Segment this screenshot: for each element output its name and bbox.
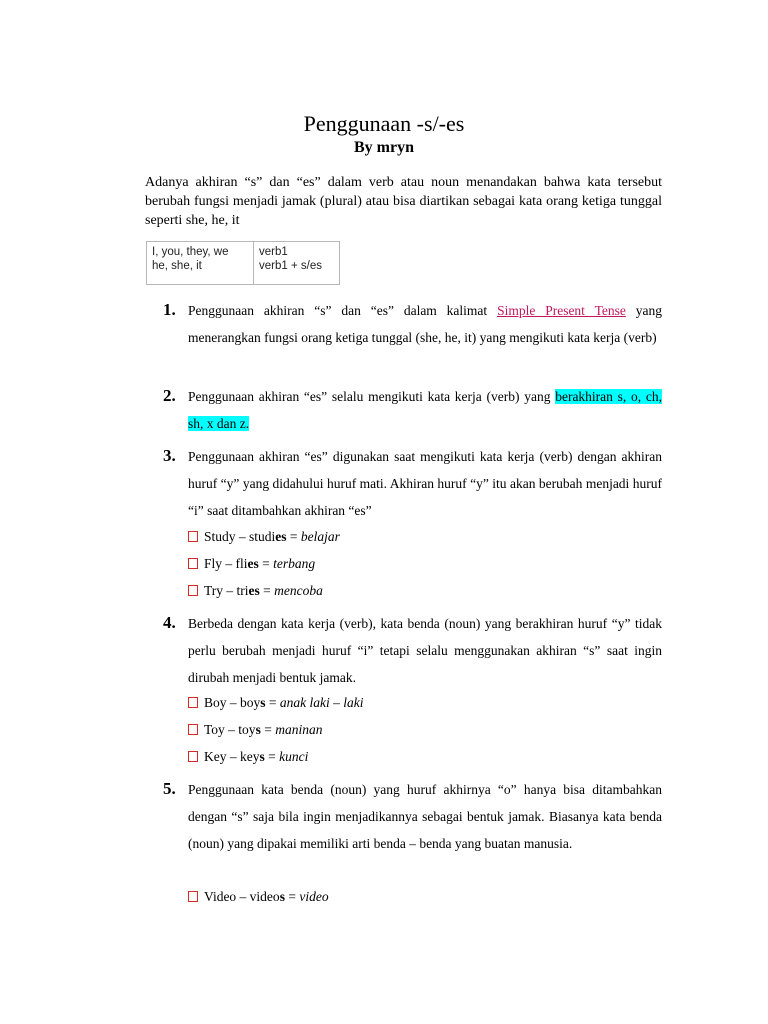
example-base: Study – studi xyxy=(204,529,276,544)
checkbox-bullet-icon xyxy=(188,585,198,596)
example-equals: = xyxy=(265,695,280,710)
example-equals: = xyxy=(264,749,280,764)
table-cell-verbs xyxy=(254,242,340,285)
example-meaning: video xyxy=(299,889,329,904)
highlighted-text: berakhiran s, o, ch, sh, x dan z. xyxy=(188,389,662,431)
example-line xyxy=(188,748,308,766)
list-item-text-part: yang menerangkan fungsi orang ketiga tunggal (she, he, it) yang mengikuti kata kerja (verb) xyxy=(188,303,662,345)
example-line xyxy=(188,721,322,739)
example-base: Boy – boy xyxy=(204,695,261,710)
list-number: 1. xyxy=(163,300,176,319)
example-meaning: maninan xyxy=(275,722,323,737)
checkbox-bullet-icon xyxy=(188,558,198,569)
checkbox-bullet-icon xyxy=(188,697,198,708)
example-base: Toy – toy xyxy=(204,722,256,737)
table-cell-text: he, she, it xyxy=(152,260,202,272)
example-equals: = xyxy=(284,889,300,904)
table-cell-text: verb1 xyxy=(259,246,288,258)
example-base: Video – video xyxy=(204,889,280,904)
example-meaning: mencoba xyxy=(274,583,323,598)
list-item-text xyxy=(188,297,662,351)
list-item-text: Penggunaan kata benda (noun) yang huruf akhirnya “o” hanya bisa ditambahkan dengan “s” saja bila ingin menjadikannya sebagai bentuk jamak. Biasanya kata benda (noun) yang dipakai memiliki arti benda – benda yang buatan manusia. xyxy=(188,782,662,851)
example-meaning: belajar xyxy=(300,529,340,544)
checkbox-bullet-icon xyxy=(188,531,198,542)
example-meaning: anak laki – laki xyxy=(279,695,364,710)
checkbox-bullet-icon xyxy=(188,751,198,762)
list-item-text-part: Penggunaan akhiran “s” dan “es” dalam kalimat xyxy=(188,303,498,318)
example-suffix: es xyxy=(275,529,287,544)
example-meaning: terbang xyxy=(273,556,316,571)
list-item-text xyxy=(188,383,662,437)
table-cell-pronouns xyxy=(147,242,254,285)
page-title: Penggunaan -s/-es xyxy=(303,111,465,136)
example-line xyxy=(188,528,340,546)
list-number: 4. xyxy=(163,613,176,632)
simple-present-tense-link[interactable]: Simple Present Tense xyxy=(497,303,626,318)
list-item-text-part: Penggunaan akhiran “es” selalu mengikuti kata kerja (verb) yang xyxy=(188,389,556,404)
example-suffix: s xyxy=(255,722,261,737)
checkbox-bullet-icon xyxy=(188,891,198,902)
example-line xyxy=(188,694,364,712)
example-line xyxy=(188,555,315,573)
example-equals: = xyxy=(259,583,275,598)
example-base: Try – tri xyxy=(204,583,249,598)
checkbox-bullet-icon xyxy=(188,724,198,735)
table-row xyxy=(147,242,340,285)
list-number: 5. xyxy=(163,779,176,798)
example-suffix: s xyxy=(279,889,285,904)
example-equals: = xyxy=(286,529,301,544)
table-cell-text: verb1 + s/es xyxy=(259,260,322,272)
list-number: 3. xyxy=(163,446,176,465)
list-item-text: Berbeda dengan kata kerja (verb), kata benda (noun) yang berakhiran huruf “y” tidak perlu berubah menjadi huruf “i” tetapi selalu menggunakan akhiran “s” saat ingin dirubah menjadi bentuk jamak. xyxy=(188,616,662,685)
example-base: Key – key xyxy=(204,749,260,764)
intro-paragraph: Adanya akhiran “s” dan “es” dalam verb atau noun menandakan bahwa kata tersebut berubah fungsi menjadi jamak (plural) atau bisa diartikan sebagai kata orang ketiga tunggal seperti she, he, it xyxy=(145,175,662,228)
example-line xyxy=(188,888,329,906)
example-base: Fly – fli xyxy=(204,556,248,571)
example-suffix: es xyxy=(247,556,259,571)
example-suffix: es xyxy=(248,583,260,598)
pronoun-verb-table xyxy=(146,241,340,285)
example-meaning: kunci xyxy=(279,749,309,764)
example-equals: = xyxy=(260,722,276,737)
example-line xyxy=(188,582,323,600)
list-number: 2. xyxy=(163,386,176,405)
example-suffix: s xyxy=(259,749,265,764)
example-suffix: s xyxy=(260,695,266,710)
table-cell-text: I, you, they, we xyxy=(152,246,229,258)
author-line: By mryn xyxy=(354,139,414,156)
list-item-text: Penggunaan akhiran “es” digunakan saat mengikuti kata kerja (verb) dengan akhiran huruf “y” yang didahului huruf mati. Akhiran huruf “y” itu akan berubah menjadi huruf “i” saat ditambahkan akhiran “es” xyxy=(188,449,662,518)
example-equals: = xyxy=(258,556,274,571)
